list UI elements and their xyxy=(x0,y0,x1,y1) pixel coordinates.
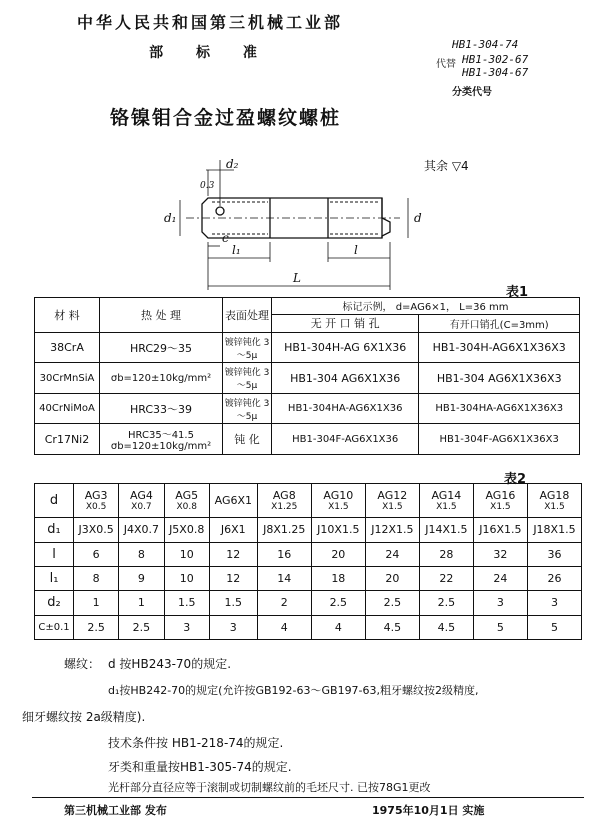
table-row xyxy=(35,615,582,639)
t2-label-d2: d₂ xyxy=(35,591,74,615)
t2-c: 4.5 xyxy=(419,615,473,639)
t1-material: Cr17Ni2 xyxy=(35,424,100,455)
t2-d2: 1 xyxy=(119,591,164,615)
t1-header-hole: 有开口销孔(C=3mm) xyxy=(419,314,580,332)
t1-material: 30CrMnSiA xyxy=(35,363,100,394)
t2-c: 2.5 xyxy=(119,615,164,639)
replaces-label: 代替 xyxy=(436,59,456,70)
table-row xyxy=(35,591,582,615)
t2-d: AG16 X1.5 xyxy=(473,484,527,518)
t1-surface: 钝 化 xyxy=(223,424,272,455)
t2-d: AG5 X0.8 xyxy=(164,484,209,518)
table2 xyxy=(34,483,582,640)
t2-l: 12 xyxy=(209,542,257,566)
t2-label-c: C±0.1 xyxy=(35,615,74,639)
footer-divider xyxy=(32,797,584,798)
t2-d2: 3 xyxy=(527,591,581,615)
label-d1: d₁ xyxy=(164,211,177,225)
t1-header-material: 材 料 xyxy=(35,298,100,333)
t1-hole: HB1-304 AG6X1X36X3 xyxy=(419,363,580,394)
t2-d1: J4X0.7 xyxy=(119,518,164,542)
t2-c: 5 xyxy=(527,615,581,639)
t1-example: 标记示例， d=AG6×1， L=36 mm xyxy=(272,298,580,315)
t2-d2: 2.5 xyxy=(311,591,365,615)
t2-d1: J18X1.5 xyxy=(527,518,581,542)
standard-number: HB1-304-74 xyxy=(452,38,519,51)
t2-l: 16 xyxy=(257,542,311,566)
t2-label-l1: l₁ xyxy=(35,566,74,590)
t2-d1: J12X1.5 xyxy=(365,518,419,542)
t2-d1: J6X1 xyxy=(209,518,257,542)
t2-c: 4 xyxy=(311,615,365,639)
t2-c: 3 xyxy=(209,615,257,639)
t2-c: 5 xyxy=(473,615,527,639)
label-c: c xyxy=(222,231,229,245)
t2-l1: 10 xyxy=(164,566,209,590)
replaces-std-1: HB1-302-67 xyxy=(462,53,529,66)
t2-l: 36 xyxy=(527,542,581,566)
t2-l1: 18 xyxy=(311,566,365,590)
t2-l1: 22 xyxy=(419,566,473,590)
roughness-note: 其余 ▽4 xyxy=(424,159,469,173)
t2-l: 8 xyxy=(119,542,164,566)
t2-l: 24 xyxy=(365,542,419,566)
replaces-std-2: HB1-304-67 xyxy=(462,66,529,79)
label-d3: 0.3 xyxy=(200,181,215,191)
t1-no-hole: HB1-304HA-AG6X1X36 xyxy=(272,393,419,424)
table-row xyxy=(35,484,582,518)
t2-l: 28 xyxy=(419,542,473,566)
t1-material: 40CrNiMoA xyxy=(35,393,100,424)
t2-l1: 20 xyxy=(365,566,419,590)
t2-l1: 24 xyxy=(473,566,527,590)
label-l: l xyxy=(354,243,358,257)
table-row xyxy=(35,542,582,566)
table-row xyxy=(35,424,580,455)
t2-d2: 3 xyxy=(473,591,527,615)
t2-d1: J10X1.5 xyxy=(311,518,365,542)
effective-date: 1975年10月1日 实施 xyxy=(372,804,485,817)
t2-d1: J5X0.8 xyxy=(164,518,209,542)
t2-d1: J3X0.5 xyxy=(74,518,119,542)
t2-d: AG14 X1.5 xyxy=(419,484,473,518)
t1-surface: 镀锌钝化 3～5μ xyxy=(223,393,272,424)
notes-label: 螺纹： xyxy=(64,657,101,671)
t2-label-l: l xyxy=(35,542,74,566)
note-1: d 按HB243-70的规定. xyxy=(108,657,232,671)
label-L: L xyxy=(293,271,301,285)
table-row xyxy=(35,518,582,542)
t2-d2: 1 xyxy=(74,591,119,615)
t1-material: 38CrA xyxy=(35,332,100,363)
ministry-name: 中华人民共和国第三机械工业部 xyxy=(76,13,343,32)
t1-header-surface: 表面处理 xyxy=(223,298,272,333)
t2-c: 3 xyxy=(164,615,209,639)
t2-d: AG18 X1.5 xyxy=(527,484,581,518)
t1-hole: HB1-304H-AG6X1X36X3 xyxy=(419,332,580,363)
t2-l1: 26 xyxy=(527,566,581,590)
document-title: 铬镍钼合金过盈螺纹螺桩 xyxy=(110,107,342,129)
label-l1: l₁ xyxy=(232,243,241,257)
t1-heat: HRC35～41.5 σb=120±10kg/mm² xyxy=(100,424,223,455)
t2-c: 4.5 xyxy=(365,615,419,639)
table-row xyxy=(35,332,580,363)
t2-d2: 1.5 xyxy=(209,591,257,615)
table-row xyxy=(35,566,582,590)
t2-label-d: d xyxy=(35,484,74,518)
t2-d2: 1.5 xyxy=(164,591,209,615)
note-4: 牙类和重量按HB1-305-74的规定. xyxy=(108,760,292,774)
note-3: 技术条件按 HB1-218-74的规定. xyxy=(108,736,284,750)
t1-hole: HB1-304HA-AG6X1X36X3 xyxy=(419,393,580,424)
note-2a: d₁按HB242-70的规定(允许按GB192-63～GB197-63,粗牙螺纹按2级精度, xyxy=(108,684,479,697)
t2-d1: J14X1.5 xyxy=(419,518,473,542)
t2-l1: 8 xyxy=(74,566,119,590)
t2-l: 20 xyxy=(311,542,365,566)
t2-l: 10 xyxy=(164,542,209,566)
class-code-label: 分类代号 xyxy=(452,87,492,98)
t2-d2: 2 xyxy=(257,591,311,615)
t2-l1: 12 xyxy=(209,566,257,590)
t1-no-hole: HB1-304 AG6X1X36 xyxy=(272,363,419,394)
label-d2: d₂ xyxy=(226,157,239,171)
t2-d2: 2.5 xyxy=(365,591,419,615)
table1 xyxy=(34,297,580,455)
t1-no-hole: HB1-304F-AG6X1X36 xyxy=(272,424,419,455)
t2-l1: 14 xyxy=(257,566,311,590)
t2-d2: 2.5 xyxy=(419,591,473,615)
t1-surface: 镀锌钝化 3～5μ xyxy=(223,363,272,394)
table2-caption: 表2 xyxy=(504,472,527,487)
t2-d: AG4 X0.7 xyxy=(119,484,164,518)
note-2b: 细牙螺纹按 2a级精度). xyxy=(22,710,146,724)
t1-header-heat: 热 处 理 xyxy=(100,298,223,333)
t1-heat: HRC33～39 xyxy=(100,393,223,424)
table-row xyxy=(35,363,580,394)
t1-hole: HB1-304F-AG6X1X36X3 xyxy=(419,424,580,455)
t2-d: AG10 X1.5 xyxy=(311,484,365,518)
label-d: d xyxy=(414,211,422,225)
t1-header-no-hole: 无 开 口 销 孔 xyxy=(272,314,419,332)
standard-type: 部 标 准 xyxy=(149,45,271,61)
issuer: 第三机械工业部 发布 xyxy=(64,804,167,817)
t2-l: 32 xyxy=(473,542,527,566)
t1-no-hole: HB1-304H-AG 6X1X36 xyxy=(272,332,419,363)
t2-d: AG6X1 xyxy=(209,484,257,518)
stud-drawing xyxy=(150,150,450,300)
t1-heat: σb=120±10kg/mm² xyxy=(100,363,223,394)
note-5: 光杆部分直径应等于滚制或切制螺纹前的毛坯尺寸. 已按78G1更改 xyxy=(108,781,431,794)
t1-surface: 镀锌钝化 3～5μ xyxy=(223,332,272,363)
t2-d1: J8X1.25 xyxy=(257,518,311,542)
t1-heat: HRC29～35 xyxy=(100,332,223,363)
t2-d: AG3 X0.5 xyxy=(74,484,119,518)
t2-d1: J16X1.5 xyxy=(473,518,527,542)
t2-l1: 9 xyxy=(119,566,164,590)
t2-d: AG12 X1.5 xyxy=(365,484,419,518)
t2-c: 2.5 xyxy=(74,615,119,639)
t2-label-d1: d₁ xyxy=(35,518,74,542)
table-row xyxy=(35,393,580,424)
t2-c: 4 xyxy=(257,615,311,639)
table1-caption: 表1 xyxy=(506,285,529,300)
t2-l: 6 xyxy=(74,542,119,566)
t2-d: AG8 X1.25 xyxy=(257,484,311,518)
